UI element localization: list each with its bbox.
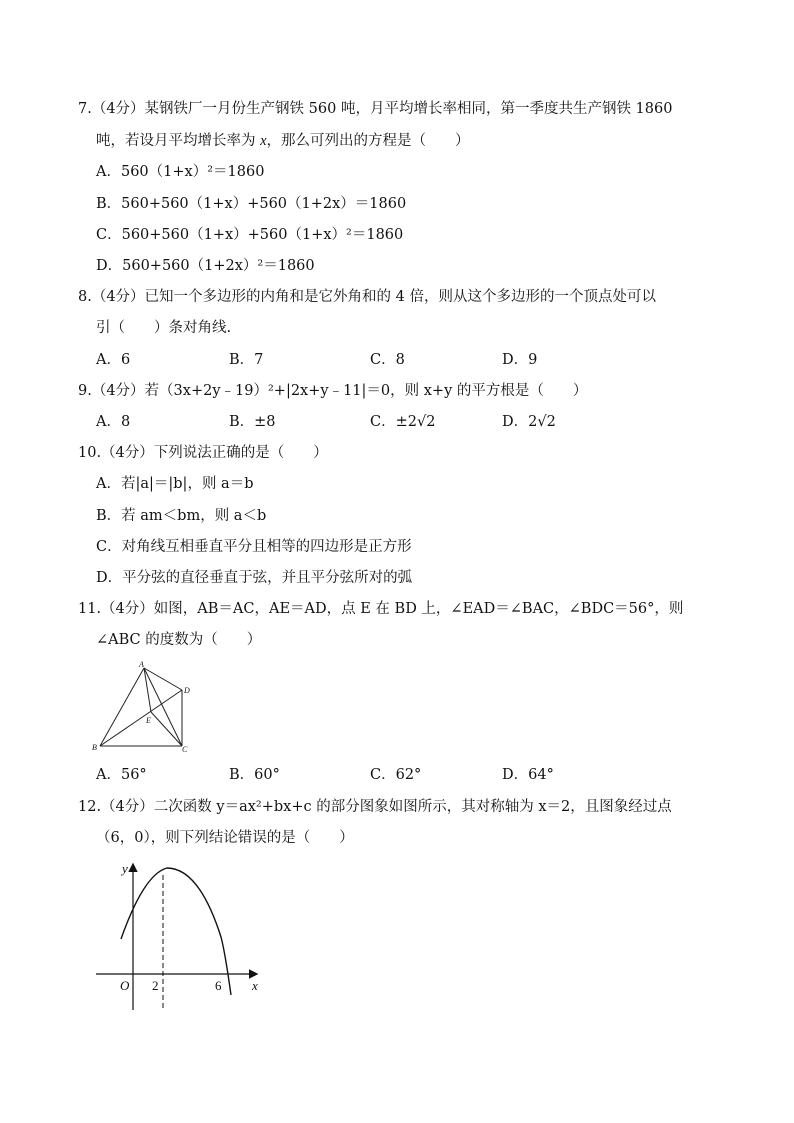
q7-option-b[interactable]: B．560+560（1+x）+560（1+2x）＝1860 bbox=[96, 196, 407, 212]
q12-stem-line1: 12.（4分）二次函数 y＝ax²+bx+c 的部分图象如图所示，其对称轴为 x＝2，且图象经过点 bbox=[78, 799, 672, 815]
q11-triangle-figure bbox=[90, 660, 200, 760]
q10-stem: 10.（4分）下列说法正确的是（ ） bbox=[78, 445, 328, 461]
q11-option-a[interactable]: A．56° bbox=[96, 767, 147, 783]
q8-option-b[interactable]: B．7 bbox=[229, 352, 264, 368]
q8-option-c[interactable]: C．8 bbox=[370, 352, 405, 368]
x-axis-label: x bbox=[252, 978, 258, 993]
q7-option-c[interactable]: C．560+560（1+x）+560（1+x）²＝1860 bbox=[96, 227, 404, 243]
tick-label-2: 2 bbox=[152, 978, 159, 993]
label-e: E bbox=[146, 716, 151, 725]
q12-parabola-graph bbox=[90, 855, 270, 1015]
q11-option-b[interactable]: B．60° bbox=[229, 767, 280, 783]
label-b: B bbox=[92, 743, 97, 752]
q7-stem-line2-b: ，那么可列出的方程是（ ） bbox=[266, 133, 470, 149]
label-c: C bbox=[182, 745, 188, 754]
q10-option-d[interactable]: D．平分弦的直径垂直于弦，并且平分弦所对的弧 bbox=[96, 570, 413, 586]
tick-label-6: 6 bbox=[215, 978, 222, 993]
q10-option-b[interactable]: B．若 am＜bm，则 a＜b bbox=[96, 508, 267, 524]
q11-option-d[interactable]: D．64° bbox=[502, 767, 554, 783]
q10-option-c[interactable]: C．对角线互相垂直平分且相等的四边形是正方形 bbox=[96, 539, 412, 555]
q9-option-d[interactable]: D．2√2 bbox=[502, 414, 556, 430]
label-a: A bbox=[139, 660, 144, 669]
q11-stem-line1: 11.（4分）如图，AB＝AC，AE＝AD，点 E 在 BD 上，∠EAD＝∠BAC，∠BDC＝56°，则 bbox=[78, 601, 684, 617]
q7-option-d[interactable]: D．560+560（1+2x）²＝1860 bbox=[96, 258, 315, 274]
q11-option-c[interactable]: C．62° bbox=[370, 767, 422, 783]
q7-stem-line2-a: 吨，若设月平均增长率为 bbox=[96, 133, 261, 149]
q7-stem-line2 bbox=[96, 131, 470, 151]
q10-option-a[interactable]: A．若|a|＝|b|，则 a＝b bbox=[96, 476, 254, 492]
parabola-curve bbox=[121, 868, 231, 995]
segment-bd bbox=[100, 690, 182, 746]
q7-option-a[interactable]: A．560（1+x）²＝1860 bbox=[96, 164, 265, 180]
q9-option-b[interactable]: B．±8 bbox=[229, 414, 276, 430]
q12-stem-line2: （6，0），则下列结论错误的是（ ） bbox=[96, 830, 354, 846]
q11-stem-line2: ∠ABC 的度数为（ ） bbox=[96, 632, 262, 648]
q8-option-d[interactable]: D．9 bbox=[502, 352, 538, 368]
q7-stem-line1: 7.（4分）某钢铁厂一月份生产钢铁 560 吨，月平均增长率相同，第一季度共生产钢铁 1860 bbox=[78, 101, 673, 117]
q7-variable: x bbox=[260, 133, 267, 149]
q9-stem: 9.（4分）若（3x+2y﹣19）²+|2x+y﹣11|＝0，则 x+y 的平方根是（ ） bbox=[78, 383, 588, 399]
q8-stem-line1: 8.（4分）已知一个多边形的内角和是它外角和的 4 倍，则从这个多边形的一个顶点处可以 bbox=[78, 289, 656, 305]
q9-option-c[interactable]: C．±2√2 bbox=[370, 414, 436, 430]
q8-option-a[interactable]: A．6 bbox=[96, 352, 131, 368]
label-d: D bbox=[184, 686, 190, 695]
segment-ec bbox=[151, 712, 182, 746]
q8-stem-line2: 引（ ）条对角线. bbox=[96, 320, 232, 336]
segment-ab bbox=[100, 668, 144, 746]
y-axis-label: y bbox=[122, 861, 128, 876]
q9-option-a[interactable]: A．8 bbox=[96, 414, 131, 430]
origin-label: O bbox=[120, 978, 130, 993]
